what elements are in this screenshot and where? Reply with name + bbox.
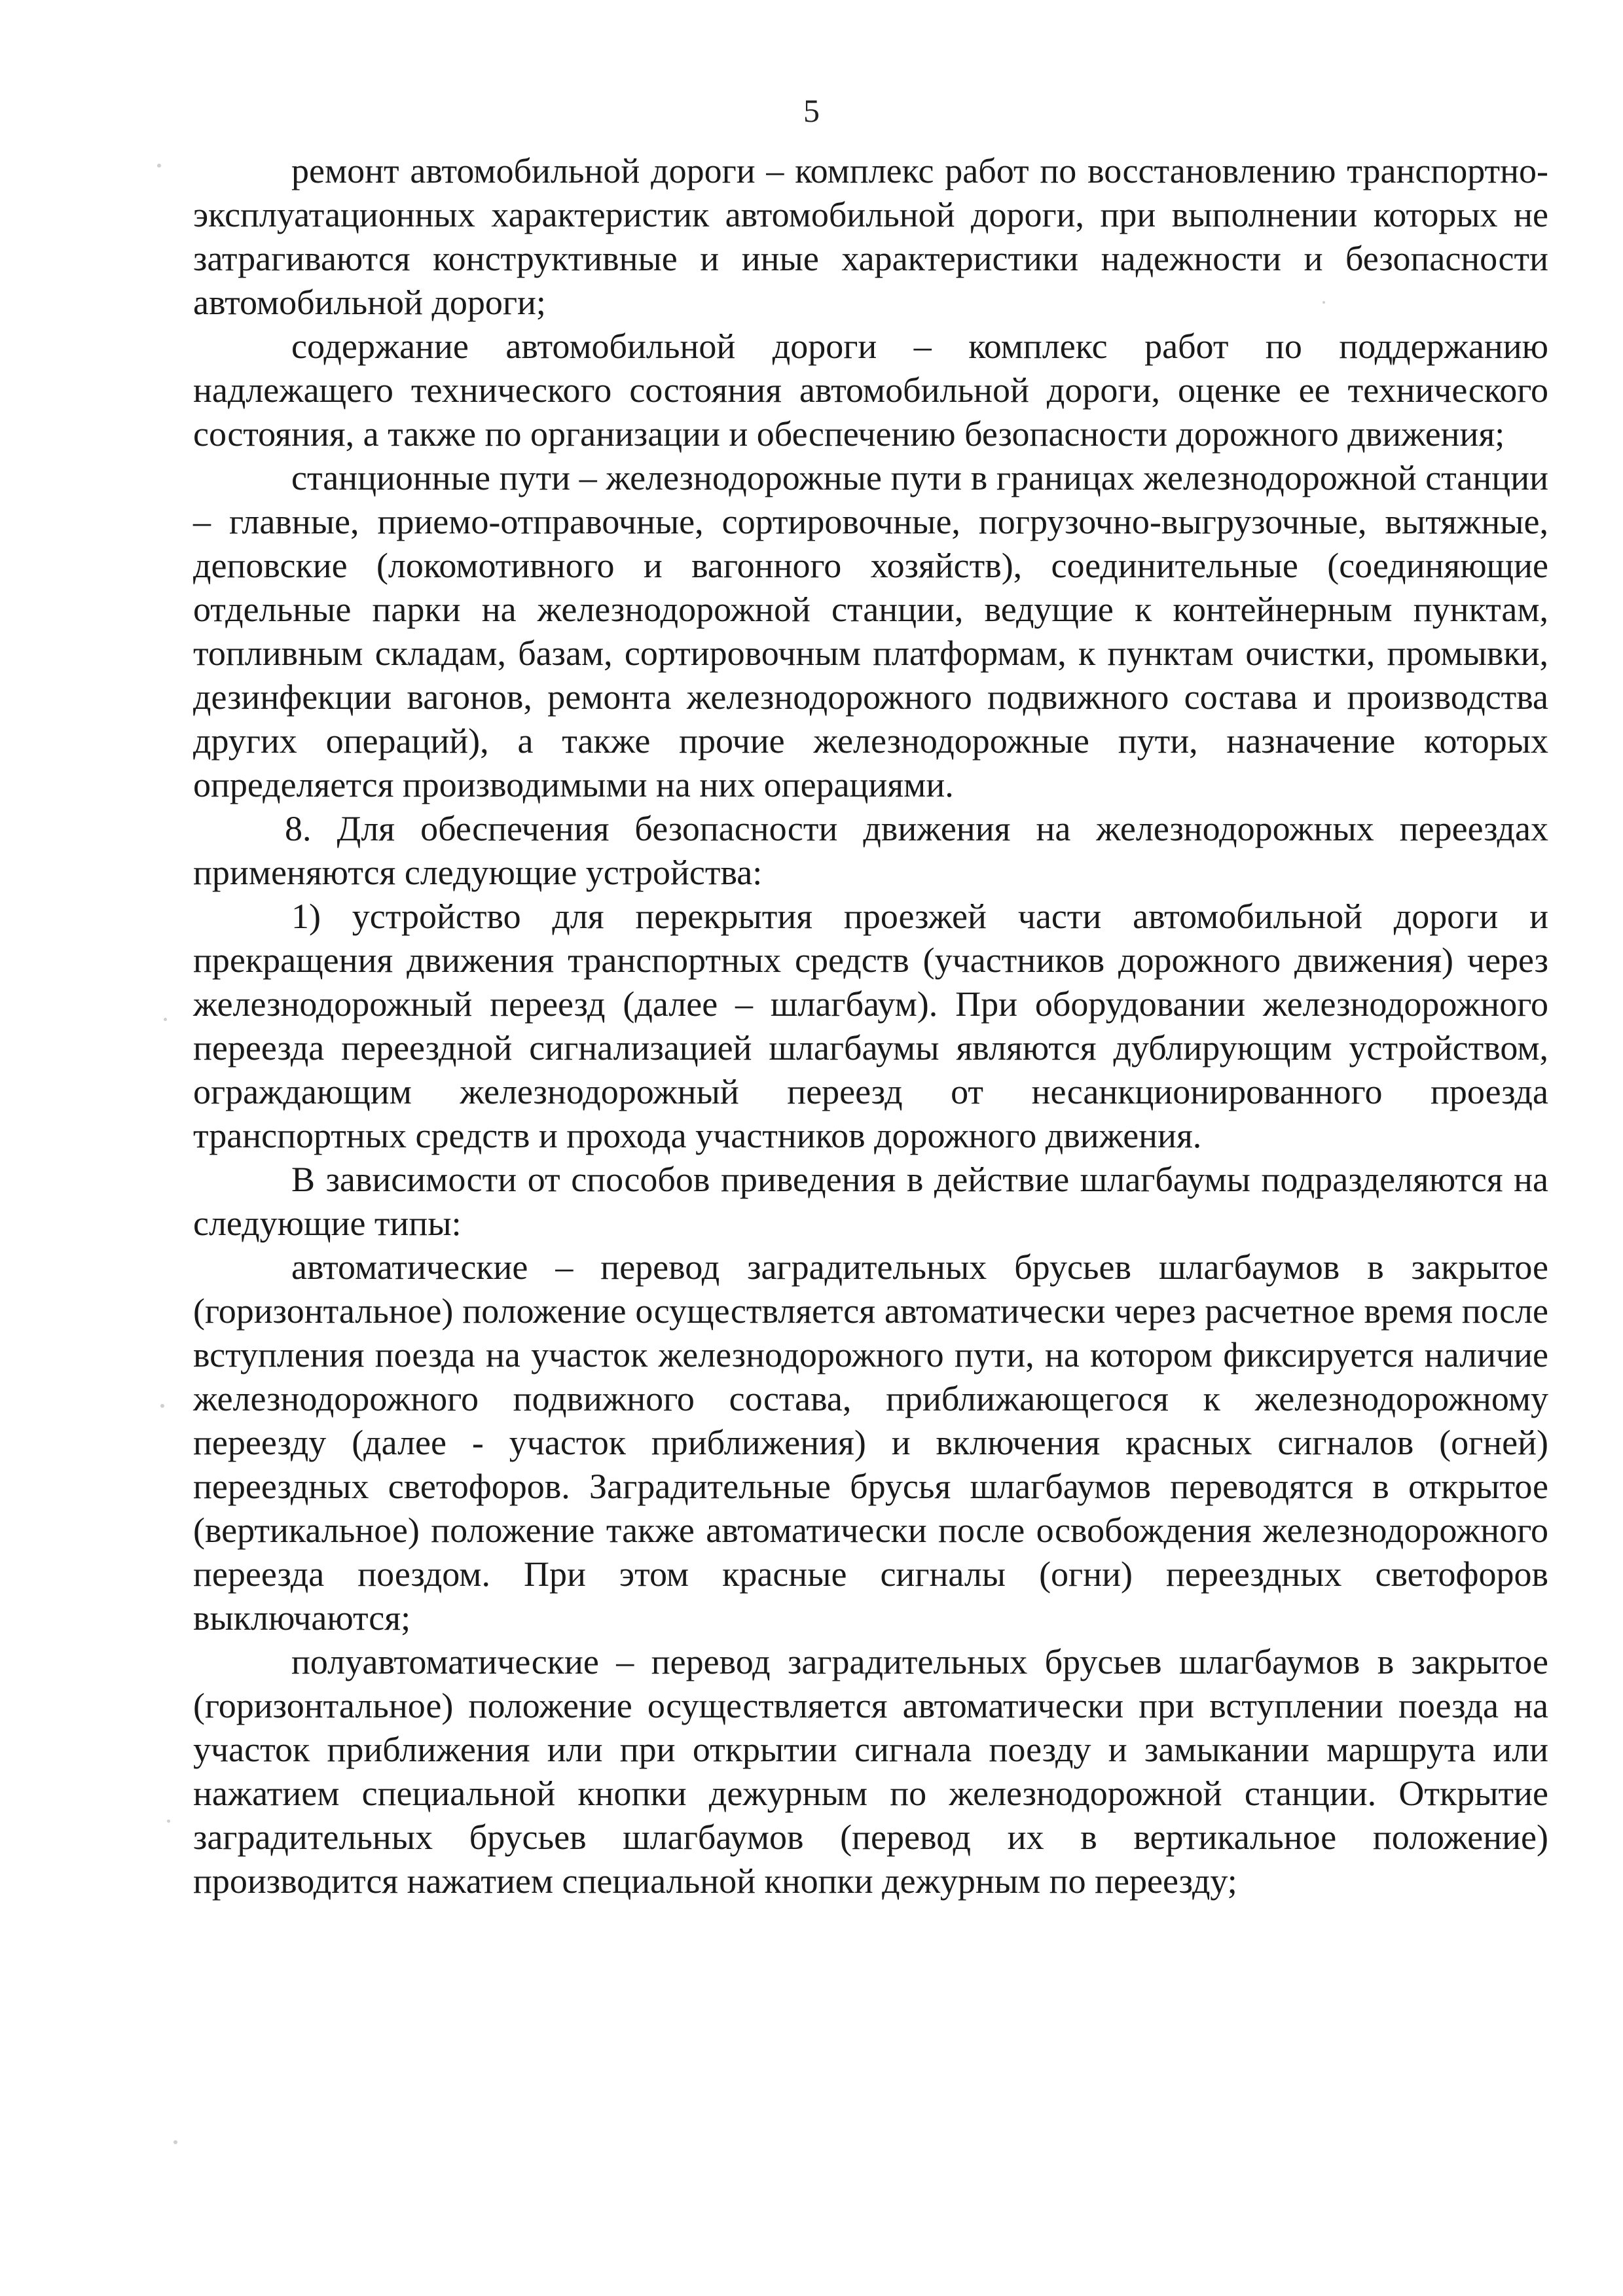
page-number: 5	[803, 92, 820, 129]
paragraph-barrier-device: 1) устройство для перекрытия проезжей части автомобильной дороги и прекращения движения транспортных средств (участников дорожного движения) через железнодорожный переезд (далее – шлагбаум). При оборудовании железнодорожного переезда переездной сигнализацией шлагбаумы являются дублирующим устройством, ограждающим железнодорожный переезд от несанкционированного проезда транспортных средств и прохода участников дорожного движения.	[193, 897, 1548, 1155]
scan-speck	[1322, 301, 1325, 304]
paragraph-automatic-barriers: автоматические – перевод заградительных брусьев шлагбаумов в закрытое (горизонтальное) положение осуществляется автоматически через расчетное время после вступления поезда на участок железнодорожного пути, на котором фиксируется наличие железнодорожного подвижного состава, приближающегося к железнодорожному переезду (далее - участок приближения) и включения красных сигналов (огней) переездных светофоров. Заградительные брусья шлагбаумов переводятся в открытое (вертикальное) положение также автоматически после освобождения железнодорожного переезда поездом. При этом красные сигналы (огни) переездных светофоров выключаются;	[193, 1247, 1548, 1638]
scan-speck	[157, 164, 161, 168]
scan-speck	[160, 1404, 164, 1408]
paragraph-road-maintenance: содержание автомобильной дороги – комплекс работ по поддержанию надлежащего технического состояния автомобильной дороги, оценке ее технического состояния, а также по организации и обеспечению безопасности дорожного движения;	[193, 327, 1548, 454]
document-body	[193, 149, 1548, 1903]
scan-speck	[167, 1820, 170, 1823]
scan-speck	[164, 1018, 167, 1021]
scan-speck	[173, 2140, 177, 2144]
paragraph-semiautomatic-barriers: полуавтоматические – перевод заградительных брусьев шлагбаумов в закрытое (горизонтальное) положение осуществляется автоматически при вступлении поезда на участок приближения или при открытии сигнала поезду и замыкании маршрута или нажатием специальной кнопки дежурным по железнодорожной станции. Открытие заградительных брусьев шлагбаумов (перевод их в вертикальное положение) производится нажатием специальной кнопки дежурным по переезду;	[193, 1642, 1548, 1901]
paragraph-clause-8: 8. Для обеспечения безопасности движения на железнодорожных переездах применяются следующие устройства:	[193, 809, 1548, 892]
paragraph-station-tracks: станционные пути – железнодорожные пути в границах железнодорожной станции – главные, приемо-отправочные, сортировочные, погрузочно-выгрузочные, вытяжные, деповские (локомотивного и вагонного хозяйств), соединительные (соединяющие отдельные парки на железнодорожной станции, ведущие к контейнерным пунктам, топливным складам, базам, сортировочным платформам, к пунктам очистки, промывки, дезинфекции вагонов, ремонта железнодорожного подвижного состава и производства других операций), а также прочие железнодорожные пути, назначение которых определяется производимыми на них операциями.	[193, 458, 1548, 804]
paragraph-road-repair: ремонт автомобильной дороги – комплекс работ по восстановлению транспортно-эксплуатационных характеристик автомобильной дороги, при выполнении которых не затрагиваются конструктивные и иные характеристики надежности и безопасности автомобильной дороги;	[193, 151, 1548, 322]
paragraph-barrier-types-intro: В зависимости от способов приведения в действие шлагбаумы подразделяются на следующие типы:	[193, 1160, 1548, 1243]
